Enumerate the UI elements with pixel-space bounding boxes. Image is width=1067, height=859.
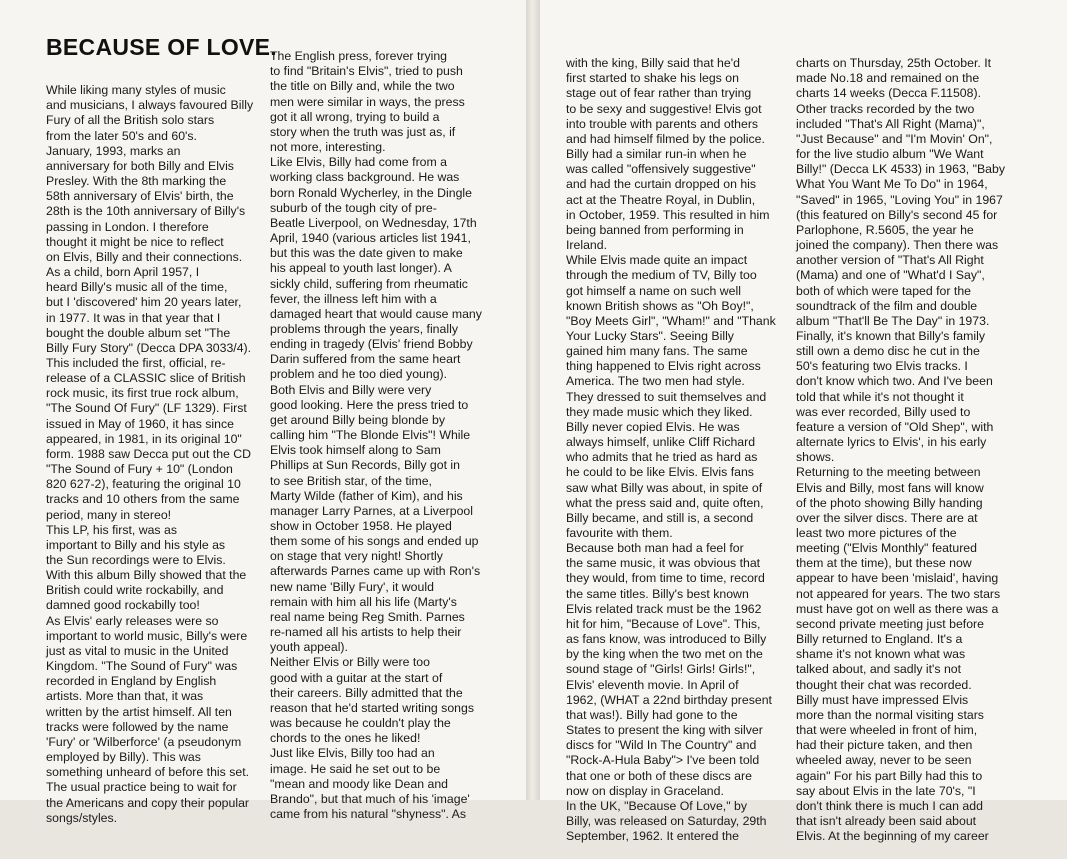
right-page bbox=[540, 0, 1067, 844]
column-4 bbox=[796, 41, 1019, 859]
column-3-text: with the king, Billy said that he'd first started to shake his legs on stage out of fear rather than trying to be sexy and suggestive! Elvis got into trouble with parents and others and had himself filmed by the police. Billy had a similar run-in when he was called "offensively suggestive" and had the curtain dropped on his act at the Theatre Royal, in Dublin, in October, 1959. This resulted in him being banned from performing in Ireland. While Elvis made quite an impact through the medium of TV, Billy too got himself a name on such well known British shows as "Oh Boy!", "Boy Meets Girl", "Wham!" and "Thank Your Lucky Stars". Seeing Billy gained him many fans. The same thing happened to Elvis right across America. The two men had style. They dressed to suit themselves and they made music which they liked. Billy never copied Elvis. He was always himself, unlike Cliff Richard who admits that he tried as hard as he could to be like Elvis. Elvis fans saw what Billy was about, in spite of what the press said and, quite often, Billy became, and still is, a second favourite with them. Because both man had a feel for the same music, it was obvious that they would, from time to time, record the same titles. Billy's best known Elvis related track must be the 1962 hit for him, "Because of Love". This, as fans know, was introduced to Billy by the king when the two met on the sound stage of "Girls! Girls! Girls!", Elvis' eleventh movie. In April of 1962, (WHAT a 22nd birthday present that was!). Billy had gone to the States to present the king with silver discs for "Wild In The Country" and "Rock-A-Hula Baby"> I've been told that one or both of these discs are now on display in Graceland. In the UK, "Because Of Love," by Billy, was released on Saturday, 29th September, 1962. It entered the bbox=[566, 56, 776, 844]
column-2 bbox=[270, 34, 492, 837]
column-3 bbox=[566, 41, 786, 859]
book-gutter bbox=[526, 0, 540, 800]
column-1 bbox=[46, 68, 268, 841]
left-page bbox=[0, 0, 526, 825]
article-title: BECAUSE OF LOVE. bbox=[46, 34, 277, 60]
column-4-text: charts on Thursday, 25th October. It made No.18 and remained on the charts 14 weeks (Decca F.11508). Other tracks recorded by the two included "That's All Right (Mama)", "Just Because" and "I'm Movin' On", for the live studio album "We Want Billy!" (Decca LK 4533) in 1963, "Baby What You Want Me To Do" in 1964, "Saved" in 1965, "Loving You" in 1967 (this featured on Billy's second 45 for Parlophone, R.5605, the year he joined the company). Then there was another version of "That's All Right (Mama) and one of "What'd I Say", both of which were taped for the soundtrack of the film and double album "That'll Be The Day" in 1973. Finally, it's known that Billy's family still own a demo disc he cut in the 50's featuring two Elvis tracks. I don't know which two. And I've been told that while it's not thought it was ever recorded, Billy used to feature a version of "Old Shep", with alternate lyrics to Elvis', in his early shows. Returning to the meeting between Elvis and Billy, most fans will know of the photo showing Billy handing over the silver discs. There are at least two more pictures of the meeting ("Elvis Monthly" featured them at the time), but these now appear to have been 'mislaid', having not appeared for years. The two stars must have got on well as there was a second private meeting just before Billy returned to England. It's a shame it's not known what was talked about, and sadly it's not thought their chat was recorded. Billy must have impressed Elvis more than the normal visiting stars that were wheeled in front of him, had their picture taken, and then wheeled away, never to be seen again" For his part Billy had this to say about Elvis in the late 70's, "I don't think there is much I can add that isn't already been said about Elvis. At the beginning of my career bbox=[796, 56, 1006, 844]
column-2-text: The English press, forever trying to find "Britain's Elvis", tried to push the title on Billy and, while the two men were similar in ways, the press got it all wrong, trying to build a story when the truth was just as, if not more, interesting. Like Elvis, Billy had come from a working class background. He was born Ronald Wycherley, in the Dingle suburb of the tough city of pre- Beatle Liverpool, on Wednesday, 17th April, 1940 (various articles list 1941, but this was the date given to make his appeal to youth last longer). A sickly child, suffering from rheumatic fever, the illness left him with a damaged heart that would cause many problems through the years, finally ending in tragedy (Elvis' friend Bobby Darin suffered from the same heart problem and he too died young). Both Elvis and Billy were very good looking. Here the press tried to get around Billy being blonde by calling him "The Blonde Elvis"! While Elvis took himself along to Sam Phillips at Sun Records, Billy got in to see British star, of the time, Marty Wilde (father of Kim), and his manager Larry Parnes, at a Liverpool show in October 1958. He played them some of his songs and ended up on stage that very night! Shortly afterwards Parnes came up with Ron's new name 'Billy Fury', it would remain with him all his life (Marty's real name being Reg Smith. Parnes re-named all his artists to help their youth appeal). Neither Elvis or Billy were too good with a guitar at the start of their careers. Billy admitted that the reason that he'd started writing songs was because he couldn't play the chords to the ones he liked! Just like Elvis, Billy too had an image. He said he set out to be "mean and moody like Dean and Brando", but that much of his 'image' came from his natural "shyness". As bbox=[270, 49, 482, 821]
column-1-text: While liking many styles of music and musicians, I always favoured Billy Fury of all the British solo stars from the later 50's and 60's. January, 1993, marks an anniversary for both Billy and Elvis Presley. With the 8th marking the 58th anniversary of Elvis' birth, the 28th is the 10th anniversary of Billy's passing in London. I therefore thought it might be nice to reflect on Elvis, Billy and their connections. As a child, born April 1957, I heard Billy's music all of the time, but I 'discovered' him 20 years later, in 1977. It was in that year that I bought the double album set "The Billy Fury Story" (Decca DPA 3033/4). This included the first, official, re- release of a CLASSIC slice of British rock music, its first true rock album, "The Sound Of Fury" (LF 1329). First issued in May of 1960, it has since appeared, in 1981, in its original 10" form. 1988 saw Decca put out the CD "The Sound of Fury + 10" (London 820 627-2), featuring the original 10 tracks and 10 others from the same period, many in stereo! This LP, his first, was as important to Billy and his style as the Sun recordings were to Elvis. With this album Billy showed that the British could write rockabilly, and damned good rockabilly too! As Elvis' early releases were so important to world music, Billy's were just as vital to music in the United Kingdom. "The Sound of Fury" was recorded in England by English artists. More than that, it was written by the artist himself. All ten tracks were followed by the name 'Fury' or 'Wilberforce' (a pseudonym employed by Billy). This was something unheard of before this set. The usual practice being to wait for the Americans and copy their popular songs/styles. bbox=[46, 83, 254, 825]
